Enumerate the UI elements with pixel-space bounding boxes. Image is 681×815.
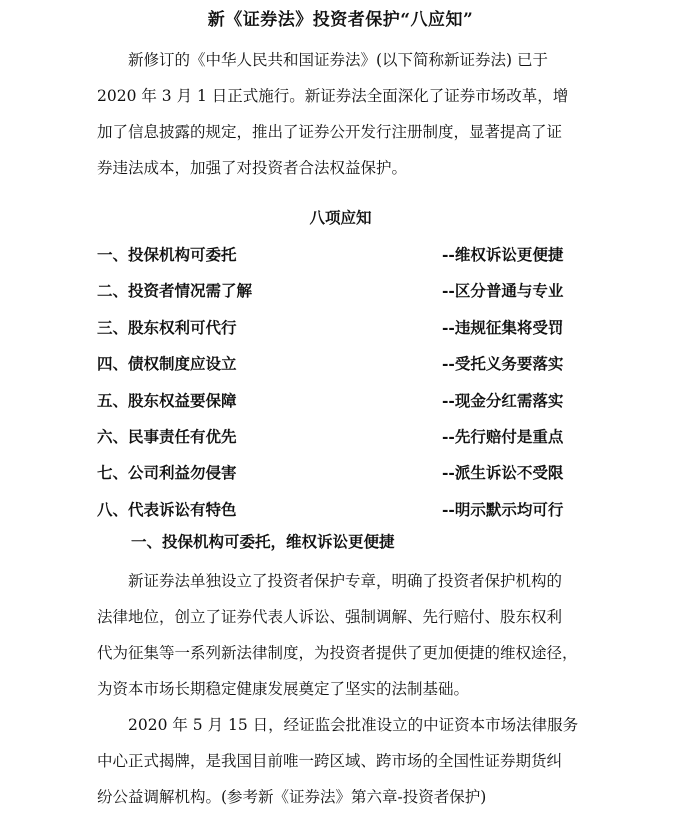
item-title: 六、民事责任有优先 [97,426,237,446]
item-subtitle: --现金分红需落实 [442,390,564,410]
item-title: 五、股东权益要保障 [97,390,237,410]
item-subtitle: --明示默示均可行 [442,499,564,519]
intro-line: 加了信息披露的规定，推出了证券公开发行注册制度，显著提高了证 [97,123,563,141]
paragraph-line: 纷公益调解机构。(参考新《证券法》第六章-投资者保护) [97,788,487,806]
paragraph-line: 法律地位，创立了证券代表人诉讼、强制调解、先行赔付、股东权利 [97,608,563,626]
item-subtitle: --区分普通与专业 [442,281,564,301]
section1-paragraph-1 [97,563,583,707]
item-subtitle: --维权诉讼更便捷 [442,245,564,264]
paragraph-line: 新证券法单独设立了投资者保护专章，明确了投资者保护机构的 [128,572,563,590]
list-item [97,495,583,531]
intro-paragraph [97,42,583,186]
item-title: 一、投保机构可委托 [97,245,237,264]
intro-line: 券违法成本，加强了对投资者合法权益保护。 [97,159,408,177]
list-item [97,349,583,385]
intro-line: 2020 年 3 月 1 日正式施行。新证券法全面深化了证券市场改革，增 [97,87,569,105]
list-item [97,386,583,422]
paragraph-line: 2020 年 5 月 15 日，经证监会批准设立的中证资本市场法律服务 [128,716,579,734]
paragraph-line: 为资本市场长期稳定健康发展奠定了坚实的法制基础。 [97,680,470,698]
item-subtitle: --受托义务要落实 [442,354,564,374]
item-subtitle: --派生诉讼不受限 [442,463,564,483]
list-item [97,458,583,494]
document-title: 新《证券法》投资者保护“八应知” [207,10,474,30]
section-heading: 一、投保机构可委托，维权诉讼更便捷 [131,532,395,551]
item-title: 三、股东权利可代行 [97,317,237,337]
section1-paragraph-2 [97,707,583,815]
item-title: 四、债权制度应设立 [97,354,237,374]
paragraph-line: 代为征集等一系列新法律制度，为投资者提供了更加便捷的维权途径， [97,644,578,662]
item-list [97,240,583,531]
item-title: 七、公司利益勿侵害 [97,463,237,483]
item-subtitle: --违规征集将受罚 [442,317,564,337]
intro-line: 新修订的《中华人民共和国证券法》(以下简称新证券法) 已于 [128,51,549,69]
list-item [97,422,583,458]
item-title: 八、代表诉讼有特色 [97,499,237,519]
list-item [97,313,583,349]
item-subtitle: --先行赔付是重点 [442,426,564,446]
item-title: 二、投资者情况需了解 [97,281,253,301]
list-heading: 八项应知 [309,208,372,227]
list-item [97,240,583,276]
paragraph-line: 中心正式揭牌，是我国目前唯一跨区域、跨市场的全国性证券期货纠 [97,752,563,770]
list-item [97,276,583,312]
